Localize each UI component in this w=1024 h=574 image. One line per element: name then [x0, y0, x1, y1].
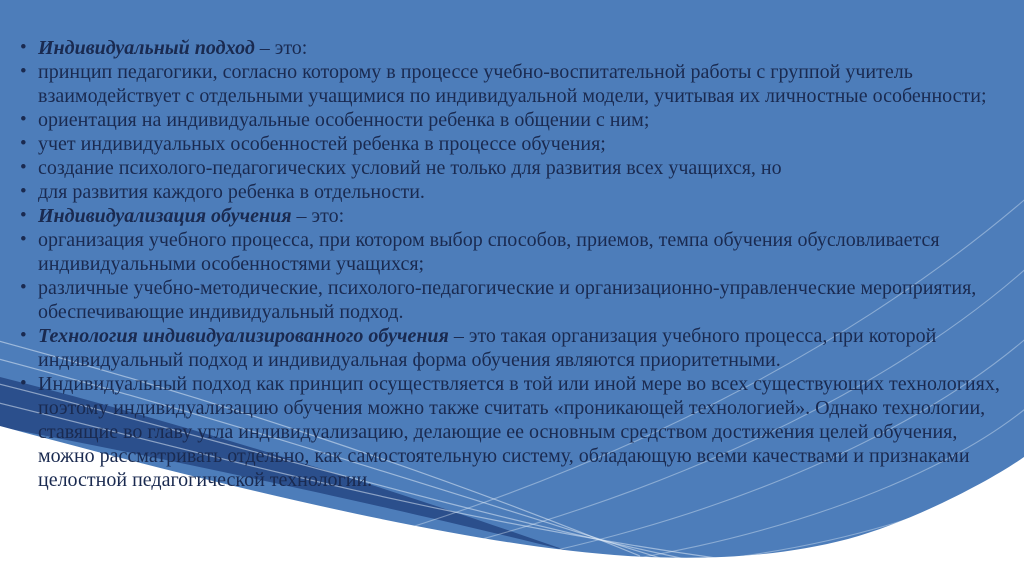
slide-body-text [38, 36, 1004, 492]
bullet-item [38, 276, 1004, 324]
bullet-text: Индивидуальный подход как принцип осуществляется в той или иной мере во всех существующих технологиях, поэтому индивидуализацию обучения можно также считать «проникающей технологией». Однако технологии, ставящие во главу угла индивидуализацию, делающие ее основным средством достижения целей обучения, можно рассматривать отдельно, как самостоятельную систему, обладающую всеми качествами и признаками целостной педагогической технологии. [38, 373, 1000, 491]
bullet-text: для развития каждого ребенка в отдельности. [38, 181, 425, 203]
bullet-lead-text: Технология индивидуализированного обучения [38, 325, 449, 347]
bullet-text: – это: [291, 205, 345, 227]
bullet-text: организация учебного процесса, при котором выбор способов, приемов, темпа обучения обусловливается индивидуальными особенностями учащихся; [38, 229, 940, 275]
bullet-item [38, 180, 1004, 204]
bullet-item [38, 36, 1004, 60]
bullet-item [38, 324, 1004, 372]
bullet-item [38, 60, 1004, 108]
bullet-text: создание психолого-педагогических условий не только для развития всех учащихся, но [38, 157, 782, 179]
bullet-item [38, 372, 1004, 492]
bullet-item [38, 156, 1004, 180]
bullet-text: – это такая организация учебного процесса, при которой индивидуальный подход и индивидуальная форма обучения являются приоритетными. [38, 325, 937, 371]
bullet-lead-text: Индивидуализация обучения [38, 205, 292, 227]
bullet-lead-text: Индивидуальный подход [38, 37, 255, 59]
bullet-item [38, 132, 1004, 156]
bullet-item [38, 228, 1004, 276]
bullet-text: учет индивидуальных особенностей ребенка в процессе обучения; [38, 133, 606, 155]
bullet-item [38, 108, 1004, 132]
bullet-text: различные учебно-методические, психолого-педагогические и организационно-управленческие мероприятия, обеспечивающие индивидуальный подход. [38, 277, 977, 323]
bullet-item [38, 204, 1004, 228]
bullet-list [38, 36, 1004, 492]
bullet-text: – это: [254, 37, 308, 59]
bullet-text: ориентация на индивидуальные особенности ребенка в общении с ним; [38, 109, 650, 131]
bullet-text: принцип педагогики, согласно которому в процессе учебно-воспитательной работы с группой учитель взаимодействует с отдельными учащимися по индивидуальной модели, учитывая их личностные особенности; [38, 61, 987, 107]
